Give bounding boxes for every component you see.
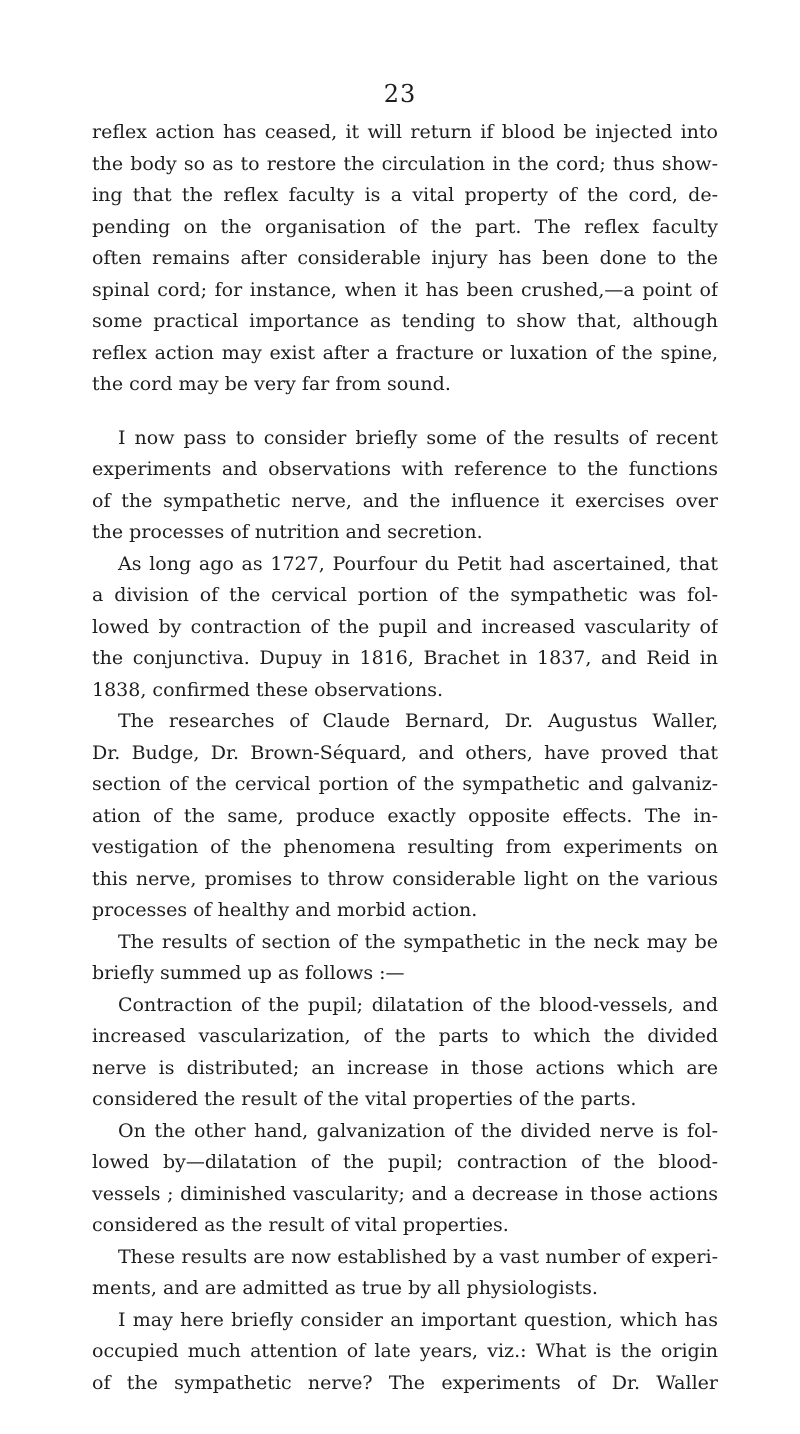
text-line: of the sympathetic nerve? The experiments of Dr. Waller (92, 1371, 718, 1394)
text-line: of the sympathetic nerve, and the influence it exercises over (92, 489, 718, 512)
text-line: The researches of Claude Bernard, Dr. Augustus Waller, (118, 710, 718, 732)
text-line: pending on the organisation of the part. The reflex faculty (92, 215, 718, 238)
text-line: nerve is distributed; an increase in those actions which are (92, 1056, 718, 1079)
text-line: section of the cervical portion of the sympathetic and galvaniz- (92, 773, 718, 795)
text-line: processes of healthy and morbid action. (92, 899, 478, 921)
text-line: These results are now established by a vast number of experi- (118, 1245, 718, 1268)
text-line: the processes of nutrition and secretion. (92, 521, 483, 543)
text-line: briefly summed up as follows :— (92, 962, 405, 984)
text-line: occupied much attention of late years, viz.: What is the origin (92, 1340, 718, 1362)
page-number: 23 (383, 80, 417, 108)
text-line: The results of section of the sympathetic in the neck may be (118, 930, 718, 953)
text-line: As long ago as 1727, Pourfour du Petit had ascertained, that (118, 552, 718, 575)
text-line: considered the result of the vital properties of the parts. (92, 1088, 637, 1110)
text-line: considered as the result of vital properties. (92, 1214, 509, 1236)
text-line: ing that the reflex faculty is a vital property of the cord, de- (92, 184, 718, 206)
text-line: a division of the cervical portion of the sympathetic was fol- (92, 584, 718, 606)
text-line: often remains after considerable injury has been done to the (92, 247, 718, 269)
body-text (92, 117, 718, 1399)
text-line: vestigation of the phenomena resulting from experiments on (92, 836, 718, 858)
text-line: lowed by—dilatation of the pupil; contraction of the blood- (92, 1151, 718, 1173)
text-line: experiments and observations with reference to the functions (92, 458, 718, 480)
text-line: 1838, confirmed these observations. (92, 678, 444, 701)
text-line: spinal cord; for instance, when it has been crushed,—a point of (92, 278, 718, 301)
text-line: vessels ; diminished vascularity; and a decrease in those actions (92, 1182, 718, 1205)
text-line: Contraction of the pupil; dilatation of the blood-vessels, and (118, 993, 718, 1016)
text-line: this nerve, promises to throw considerable light on the various (92, 867, 718, 890)
text-line: ments, and are admitted as true by all physiologists. (92, 1277, 598, 1299)
text-line: the cord may be very far from sound. (92, 373, 451, 395)
text-line: reflex action may exist after a fracture or luxation of the spine, (92, 341, 718, 364)
text-line: some practical importance as tending to show that, although (92, 310, 718, 332)
text-line: the conjunctiva. Dupuy in 1816, Brachet in 1837, and Reid in (92, 647, 718, 669)
text-line: Dr. Budge, Dr. Brown-Séquard, and others, have proved that (92, 741, 718, 764)
text-line: I now pass to consider briefly some of the results of recent (118, 426, 718, 449)
text-line: ation of the same, produce exactly opposite effects. The in- (92, 804, 718, 827)
text-line: I may here briefly consider an important question, which has (118, 1308, 718, 1331)
text-line: On the other hand, galvanization of the divided nerve is fol- (118, 1119, 718, 1142)
text-line: reflex action has ceased, it will return if blood be injected into (92, 121, 718, 143)
text-line: lowed by contraction of the pupil and increased vascularity of (92, 615, 718, 638)
text-line: increased vascularization, of the parts to which the divided (92, 1025, 718, 1047)
text-line: the body so as to restore the circulation in the cord; thus show- (92, 152, 718, 175)
